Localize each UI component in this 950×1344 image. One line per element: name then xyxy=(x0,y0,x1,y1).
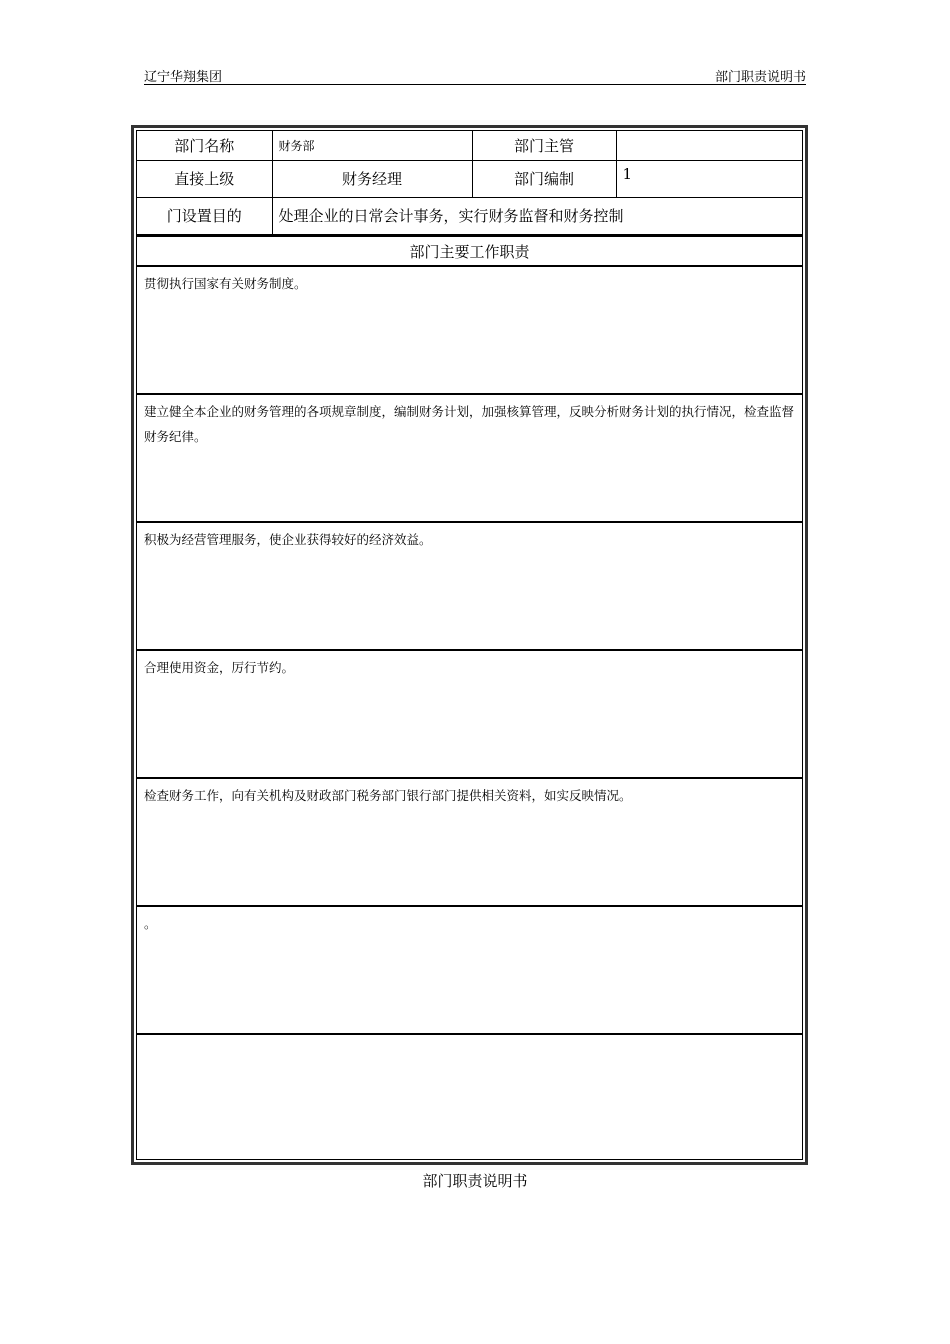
duty-item: 建立健全本企业的财务管理的各项规章制度，编制财务计划，加强核算管理，反映分析财务计划的执行情况，检查监督财务纪律。 xyxy=(137,395,802,523)
info-row-superior xyxy=(137,160,802,197)
dept-head-label: 部门主管 xyxy=(472,131,616,160)
duty-item: 合理使用资金，厉行节约。 xyxy=(137,651,802,779)
duty-item: 。 xyxy=(137,907,802,1035)
duties-section-title: 部门主要工作职责 xyxy=(137,235,802,267)
staffing-value: 1 xyxy=(616,160,802,197)
staffing-label: 部门编制 xyxy=(472,160,616,197)
dept-head-value xyxy=(616,131,802,160)
info-row-purpose xyxy=(137,197,802,234)
duty-item: 检查财务工作，向有关机构及财政部门税务部门银行部门提供相关资料，如实反映情况。 xyxy=(137,779,802,907)
page-header xyxy=(144,66,806,85)
superior-value: 财务经理 xyxy=(272,160,472,197)
superior-label: 直接上级 xyxy=(137,160,272,197)
dept-info-table xyxy=(137,131,802,235)
company-name: 辽宁华翔集团 xyxy=(144,70,223,85)
footer-doc-title: 部门职责说明书 xyxy=(422,1172,528,1190)
duty-form xyxy=(131,125,808,1165)
duty-form-inner xyxy=(136,130,803,1160)
duty-item: 积极为经营管理服务，使企业获得较好的经济效益。 xyxy=(137,523,802,651)
dept-name-value: 财务部 xyxy=(272,131,472,160)
header-doc-title: 部门职责说明书 xyxy=(714,70,806,85)
dept-name-label: 部门名称 xyxy=(137,131,272,160)
purpose-value: 处理企业的日常会计事务，实行财务监督和财务控制 xyxy=(272,197,802,234)
duty-item-empty xyxy=(137,1035,802,1165)
duty-item: 贯彻执行国家有关财务制度。 xyxy=(137,267,802,395)
purpose-label: 门设置目的 xyxy=(137,197,272,234)
info-row-name xyxy=(137,131,802,160)
